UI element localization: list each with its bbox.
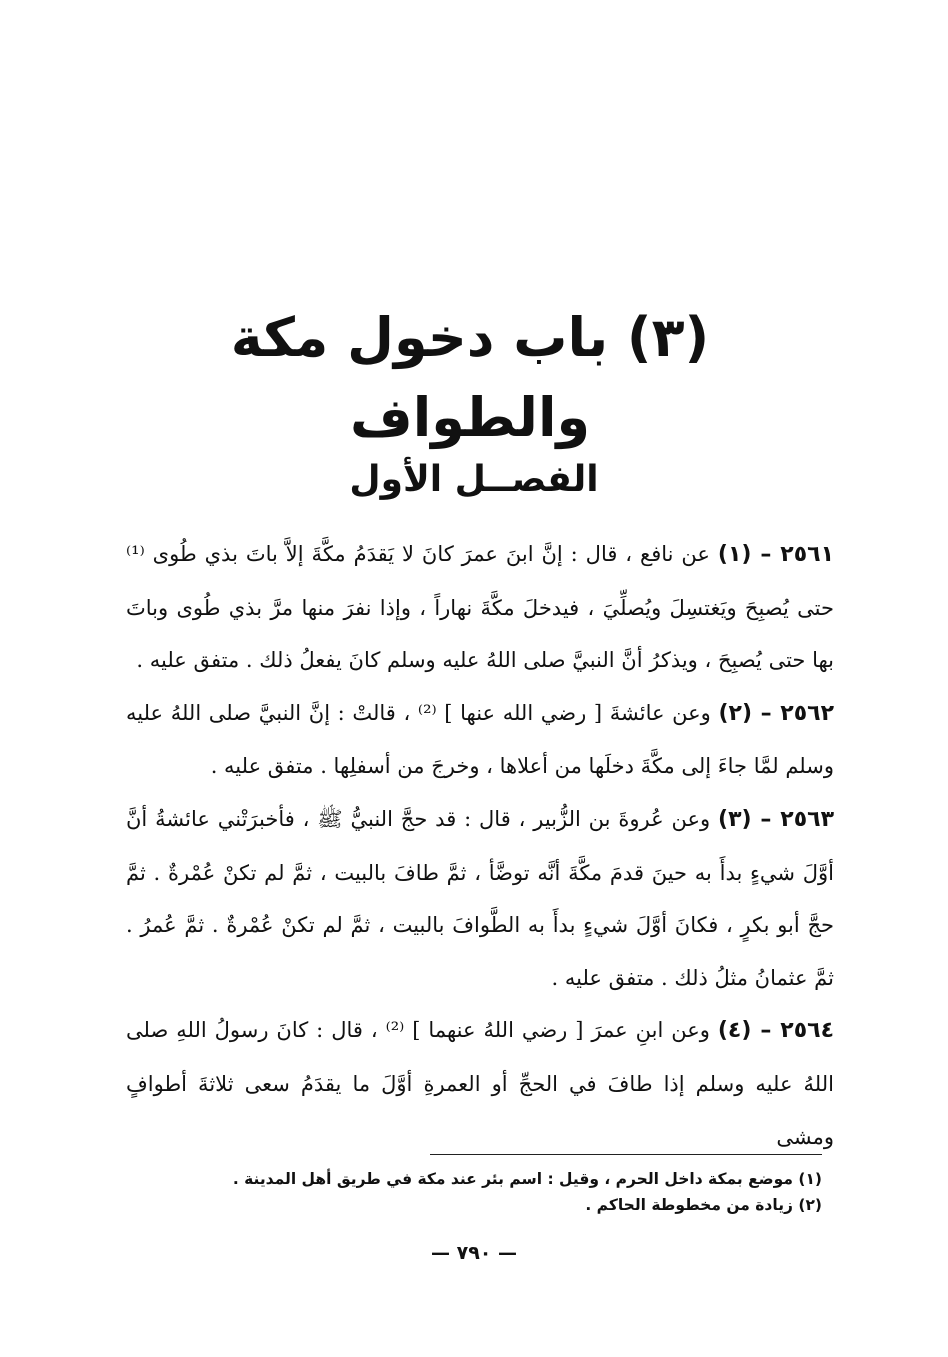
hadith-list	[126, 528, 834, 1163]
footnote-divider	[430, 1154, 822, 1155]
hadith-number: ٢٥٦١ – (١)	[717, 542, 834, 567]
hadith-text: وعن عُروةَ بن الزُّبير ، قال : قد حجَّ النبيُّ ﷺ ، فأخبرَتْني عائشةُ أنَّ أوَّلَ شيءٍ بدأَ به حينَ قدمَ مكَّةَ أنَّه توضَّأ ، ثمَّ طافَ بالبيت ، ثمَّ لم تكنْ عُمْرةٌ . ثمَّ حجَّ أبو بكرٍ ، فكانَ أوَّلَ شيءٍ بدأَ به الطَّوافَ بالبيت ، ثمَّ لم تكنْ عُمْرةٌ . ثمَّ عُمرُ . ثمَّ عثمانُ مثلُ ذلك . متفق عليه .	[126, 806, 835, 990]
footnote-1: (١) موضع بمكة داخل الحرم ، وقيل : اسم بئر عند مكة في طريق أهل المدينة .	[232, 1170, 822, 1188]
hadith-2563	[126, 793, 834, 1004]
hadith-2561	[126, 528, 834, 687]
hadith-text: عن نافع ، قال : إنَّ ابنَ عمرَ كانَ لا يَقدَمُ مكَّةَ إلاَّ باتَ بذي طُوى ⁽¹⁾ حتى يُصبِحَ ويَغتسِلَ ويُصلِّيَ ، فيدخلَ مكَّةَ نهاراً ، وإذا نفرَ منها مرَّ بذي طُوى وباتَ بها حتى يُصبِحَ ، ويذكرُ أنَّ النبيَّ صلى اللهُ عليه وسلم كانَ يفعلُ ذلك . متفق عليه .	[126, 542, 834, 673]
hadith-number: ٢٥٦٣ – (٣)	[718, 806, 834, 832]
hadith-2562	[126, 687, 834, 793]
footnotes	[202, 1166, 822, 1218]
hadith-number: ٢٥٦٤ – (٤)	[717, 1018, 834, 1044]
hadith-number: ٢٥٦٢ – (٢)	[718, 700, 834, 726]
section-title: الفصــل الأول	[349, 458, 599, 500]
hadith-2564	[126, 1004, 834, 1163]
page-number: — ٧٩٠ —	[430, 1242, 518, 1264]
footnote-2: (٢) زيادة من مخطوطة الحاكم .	[585, 1196, 822, 1214]
hadith-text: وعن ابنِ عمرَ [ رضي اللهُ عنهما ] ⁽²⁾ ، قال : كانَ رسولُ اللهِ صلى اللهُ عليه وسلم إذا طافَ في الحجِّ أو العمرةِ أوَّلَ ما يقدَمُ سعى ثلاثةَ أطوافٍ ومشى	[126, 1018, 834, 1149]
hadith-text: وعن عائشةَ [ رضي الله عنها ] ⁽²⁾ ، قالتْ : إنَّ النبيَّ صلى اللهُ عليه وسلم لمَّا جاءَ إلى مكَّةَ دخلَها من أعلاها ، وخرجَ من أسفلِها . متفق عليه .	[126, 700, 834, 779]
chapter-title: (٣) باب دخول مكة والطواف	[230, 306, 710, 450]
